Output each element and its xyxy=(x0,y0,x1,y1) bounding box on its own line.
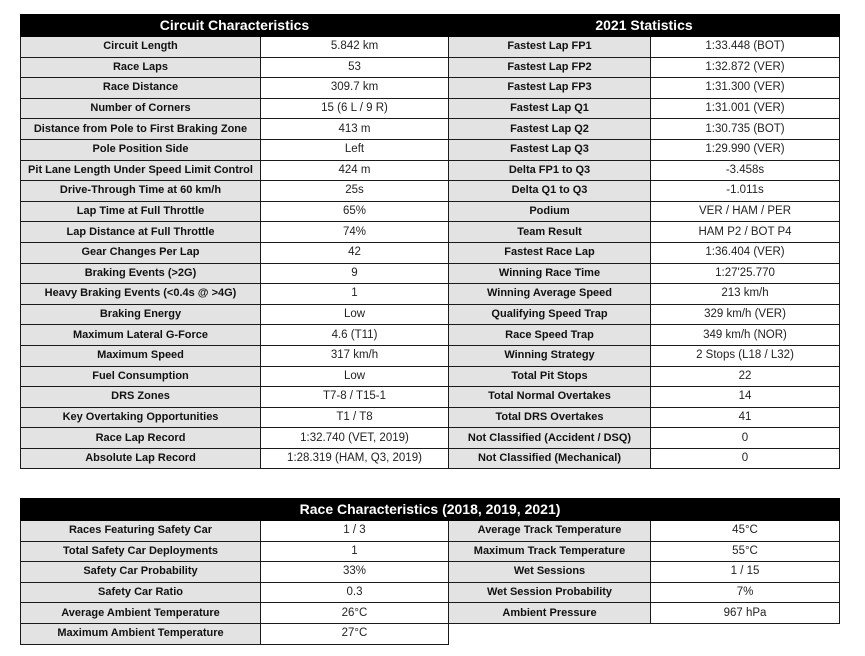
circuit-label: Gear Changes Per Lap xyxy=(21,242,261,263)
statistic-value: -1.011s xyxy=(651,181,840,202)
statistic-label: Winning Race Time xyxy=(449,263,651,284)
table-row xyxy=(21,387,840,408)
circuit-label: Heavy Braking Events (<0.4s @ >4G) xyxy=(21,284,261,305)
statistic-value: 1:31.001 (VER) xyxy=(651,98,840,119)
table-row xyxy=(21,325,840,346)
circuit-label: Maximum Speed xyxy=(21,345,261,366)
empty-cell xyxy=(449,623,840,644)
race-value: 7% xyxy=(651,582,840,603)
race-label: Races Featuring Safety Car xyxy=(21,521,261,542)
circuit-value: 1:32.740 (VET, 2019) xyxy=(261,428,449,449)
table-row xyxy=(21,222,840,243)
statistic-label: Fastest Lap Q2 xyxy=(449,119,651,140)
circuit-value: 53 xyxy=(261,57,449,78)
statistics-2021-header: 2021 Statistics xyxy=(449,15,840,37)
circuit-value: 4.6 (T11) xyxy=(261,325,449,346)
table-row xyxy=(21,345,840,366)
circuit-label: Number of Corners xyxy=(21,98,261,119)
race-value: 1 xyxy=(261,541,449,562)
circuit-value: 74% xyxy=(261,222,449,243)
circuit-label: Maximum Lateral G-Force xyxy=(21,325,261,346)
table-row xyxy=(21,263,840,284)
statistic-value: 1:31.300 (VER) xyxy=(651,78,840,99)
circuit-label: Distance from Pole to First Braking Zone xyxy=(21,119,261,140)
statistic-value: 1:33.448 (BOT) xyxy=(651,37,840,58)
table-row xyxy=(21,284,840,305)
race-value: 967 hPa xyxy=(651,603,840,624)
table-row xyxy=(21,407,840,428)
race-characteristics-header: Race Characteristics (2018, 2019, 2021) xyxy=(21,499,840,521)
circuit-value: 1 xyxy=(261,284,449,305)
race-characteristics-table xyxy=(20,498,840,645)
statistic-value: 329 km/h (VER) xyxy=(651,304,840,325)
circuit-label: Circuit Length xyxy=(21,37,261,58)
statistic-value: 2 Stops (L18 / L32) xyxy=(651,345,840,366)
circuit-label: Pole Position Side xyxy=(21,139,261,160)
circuit-label: Fuel Consumption xyxy=(21,366,261,387)
circuit-value: T7-8 / T15-1 xyxy=(261,387,449,408)
circuit-label: Drive-Through Time at 60 km/h xyxy=(21,181,261,202)
race-value: 0.3 xyxy=(261,582,449,603)
statistic-label: Fastest Lap Q3 xyxy=(449,139,651,160)
statistic-value: 349 km/h (NOR) xyxy=(651,325,840,346)
statistic-value: 1:29.990 (VER) xyxy=(651,139,840,160)
race-label: Average Ambient Temperature xyxy=(21,603,261,624)
statistic-label: Team Result xyxy=(449,222,651,243)
race-label: Ambient Pressure xyxy=(449,603,651,624)
table-row xyxy=(21,582,840,603)
race-label: Total Safety Car Deployments xyxy=(21,541,261,562)
circuit-value: 413 m xyxy=(261,119,449,140)
race-value: 33% xyxy=(261,562,449,583)
circuit-label: Braking Events (>2G) xyxy=(21,263,261,284)
circuit-value: 65% xyxy=(261,201,449,222)
statistic-label: Total DRS Overtakes xyxy=(449,407,651,428)
statistic-label: Total Pit Stops xyxy=(449,366,651,387)
circuit-value: Low xyxy=(261,366,449,387)
circuit-value: 5.842 km xyxy=(261,37,449,58)
circuit-value: 1:28.319 (HAM, Q3, 2019) xyxy=(261,448,449,469)
table-row xyxy=(21,37,840,58)
statistic-value: VER / HAM / PER xyxy=(651,201,840,222)
statistic-value: 213 km/h xyxy=(651,284,840,305)
statistic-label: Podium xyxy=(449,201,651,222)
statistic-label: Not Classified (Mechanical) xyxy=(449,448,651,469)
circuit-statistics-body xyxy=(21,37,840,469)
statistic-label: Fastest Lap FP1 xyxy=(449,37,651,58)
statistic-label: Delta FP1 to Q3 xyxy=(449,160,651,181)
table-row xyxy=(21,139,840,160)
table-row xyxy=(21,366,840,387)
statistic-value: 1:32.872 (VER) xyxy=(651,57,840,78)
circuit-label: Pit Lane Length Under Speed Limit Control xyxy=(21,160,261,181)
statistic-value: 1:36.404 (VER) xyxy=(651,242,840,263)
statistic-label: Fastest Lap FP3 xyxy=(449,78,651,99)
table-row xyxy=(21,57,840,78)
race-value: 45°C xyxy=(651,521,840,542)
race-label: Maximum Track Temperature xyxy=(449,541,651,562)
statistic-label: Total Normal Overtakes xyxy=(449,387,651,408)
statistic-value: 1:30.735 (BOT) xyxy=(651,119,840,140)
statistic-label: Fastest Lap Q1 xyxy=(449,98,651,119)
race-label: Safety Car Ratio xyxy=(21,582,261,603)
statistic-label: Race Speed Trap xyxy=(449,325,651,346)
circuit-value: 317 km/h xyxy=(261,345,449,366)
circuit-value: T1 / T8 xyxy=(261,407,449,428)
circuit-value: 25s xyxy=(261,181,449,202)
circuit-label: Race Laps xyxy=(21,57,261,78)
circuit-characteristics-header: Circuit Characteristics xyxy=(21,15,449,37)
table-row xyxy=(21,603,840,624)
table-row xyxy=(21,119,840,140)
table-row xyxy=(21,304,840,325)
statistic-label: Winning Average Speed xyxy=(449,284,651,305)
statistic-label: Winning Strategy xyxy=(449,345,651,366)
circuit-value: 42 xyxy=(261,242,449,263)
circuit-value: Left xyxy=(261,139,449,160)
race-value: 1 / 15 xyxy=(651,562,840,583)
table-row xyxy=(21,242,840,263)
race-label: Average Track Temperature xyxy=(449,521,651,542)
table-row xyxy=(21,181,840,202)
statistic-value: 22 xyxy=(651,366,840,387)
table-row xyxy=(21,98,840,119)
race-value: 26°C xyxy=(261,603,449,624)
statistic-label: Not Classified (Accident / DSQ) xyxy=(449,428,651,449)
circuit-label: Braking Energy xyxy=(21,304,261,325)
race-value: 27°C xyxy=(261,623,449,644)
table-row xyxy=(21,201,840,222)
statistic-value: 41 xyxy=(651,407,840,428)
circuit-label: Lap Time at Full Throttle xyxy=(21,201,261,222)
circuit-value: 9 xyxy=(261,263,449,284)
circuit-label: Race Distance xyxy=(21,78,261,99)
table-row xyxy=(21,623,840,644)
race-value: 55°C xyxy=(651,541,840,562)
table-row xyxy=(21,541,840,562)
statistic-label: Qualifying Speed Trap xyxy=(449,304,651,325)
circuit-label: Key Overtaking Opportunities xyxy=(21,407,261,428)
statistic-value: 1:27'25.770 xyxy=(651,263,840,284)
statistic-label: Fastest Race Lap xyxy=(449,242,651,263)
table-row xyxy=(21,428,840,449)
race-label: Wet Session Probability xyxy=(449,582,651,603)
race-label: Wet Sessions xyxy=(449,562,651,583)
circuit-value: 309.7 km xyxy=(261,78,449,99)
statistic-value: 14 xyxy=(651,387,840,408)
table-row xyxy=(21,448,840,469)
circuit-and-statistics-table xyxy=(20,14,840,469)
circuit-label: Absolute Lap Record xyxy=(21,448,261,469)
circuit-label: Lap Distance at Full Throttle xyxy=(21,222,261,243)
race-value: 1 / 3 xyxy=(261,521,449,542)
table-row xyxy=(21,160,840,181)
race-label: Maximum Ambient Temperature xyxy=(21,623,261,644)
circuit-label: DRS Zones xyxy=(21,387,261,408)
statistic-value: 0 xyxy=(651,448,840,469)
table-row xyxy=(21,562,840,583)
circuit-value: 424 m xyxy=(261,160,449,181)
circuit-value: Low xyxy=(261,304,449,325)
race-characteristics-body xyxy=(21,521,840,645)
statistic-value: 0 xyxy=(651,428,840,449)
table-row xyxy=(21,521,840,542)
statistic-label: Delta Q1 to Q3 xyxy=(449,181,651,202)
statistic-label: Fastest Lap FP2 xyxy=(449,57,651,78)
circuit-label: Race Lap Record xyxy=(21,428,261,449)
circuit-value: 15 (6 L / 9 R) xyxy=(261,98,449,119)
statistic-value: -3.458s xyxy=(651,160,840,181)
race-label: Safety Car Probability xyxy=(21,562,261,583)
table-row xyxy=(21,78,840,99)
statistic-value: HAM P2 / BOT P4 xyxy=(651,222,840,243)
